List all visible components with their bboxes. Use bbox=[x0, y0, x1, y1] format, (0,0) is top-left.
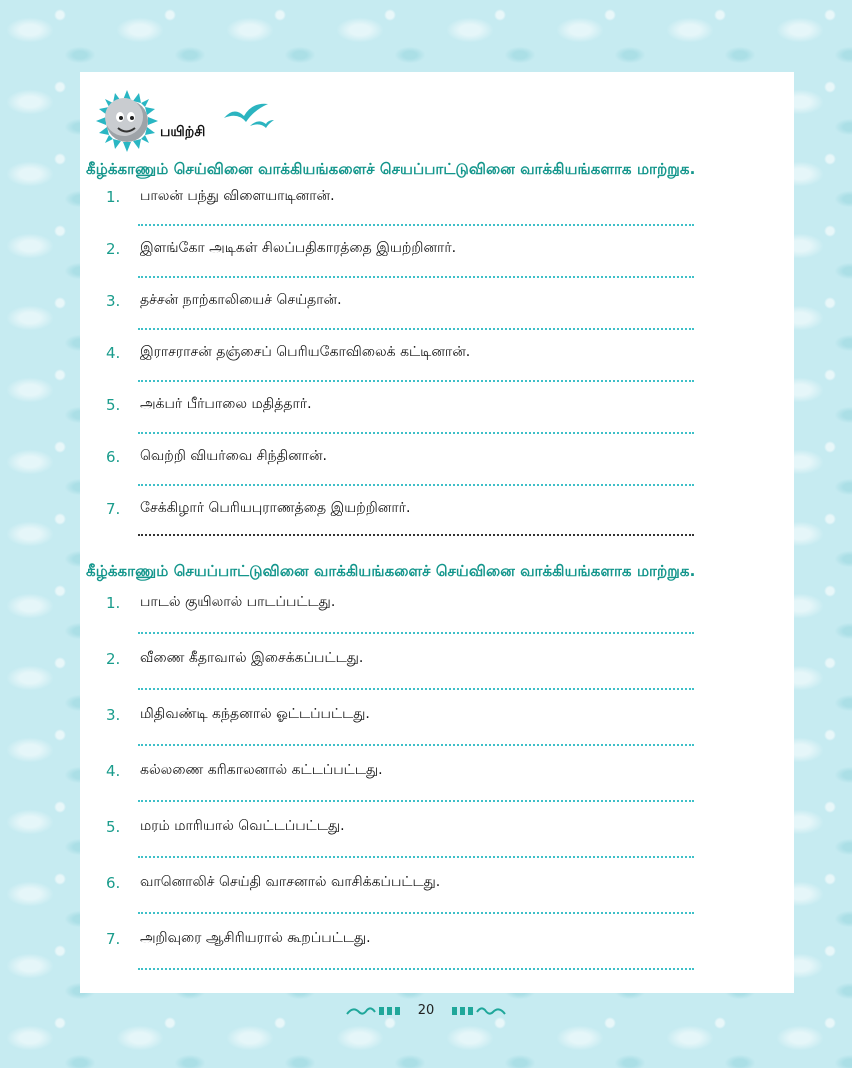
list-item bbox=[0, 706, 852, 756]
answer-line[interactable] bbox=[138, 688, 694, 690]
answer-line[interactable] bbox=[138, 432, 694, 434]
page-footer bbox=[0, 1000, 852, 1022]
item-sentence: சேக்கிழார் பெரியபுராணத்தை இயற்றினார். bbox=[140, 500, 411, 516]
list-item bbox=[0, 240, 852, 290]
item-number: 1. bbox=[106, 188, 121, 206]
item-number: 5. bbox=[106, 396, 121, 414]
answer-line[interactable] bbox=[138, 224, 694, 226]
item-number: 3. bbox=[106, 706, 121, 724]
page-number: 20 bbox=[417, 1003, 435, 1018]
exercise-label: பயிற்சி bbox=[160, 124, 206, 140]
answer-line[interactable] bbox=[138, 912, 694, 914]
answer-line[interactable] bbox=[138, 380, 694, 382]
item-number: 2. bbox=[106, 240, 121, 258]
birds-icon bbox=[222, 100, 274, 130]
list-item bbox=[0, 500, 852, 550]
item-number: 2. bbox=[106, 650, 121, 668]
answer-line[interactable] bbox=[138, 856, 694, 858]
item-sentence: இராசராசன் தஞ்சைப் பெரியகோவிலைக் கட்டினான். bbox=[140, 344, 471, 360]
list-item bbox=[0, 874, 852, 924]
answer-line[interactable] bbox=[138, 276, 694, 278]
answer-line[interactable] bbox=[138, 744, 694, 746]
answer-line[interactable] bbox=[138, 534, 694, 536]
item-sentence: வெற்றி வியர்வை சிந்தினான். bbox=[140, 448, 327, 464]
answer-line[interactable] bbox=[138, 632, 694, 634]
list-item bbox=[0, 818, 852, 868]
answer-line[interactable] bbox=[138, 800, 694, 802]
item-sentence: இளங்கோ அடிகள் சிலப்பதிகாரத்தை இயற்றினார். bbox=[140, 240, 457, 256]
item-number: 1. bbox=[106, 594, 121, 612]
item-sentence: மிதிவண்டி கந்தனால் ஓட்டப்பட்டது. bbox=[140, 706, 370, 722]
list-item bbox=[0, 650, 852, 700]
answer-line[interactable] bbox=[138, 484, 694, 486]
smiling-sun-icon bbox=[96, 90, 158, 152]
list-item bbox=[0, 292, 852, 342]
item-sentence: அக்பர் பீர்பாலை மதித்தார். bbox=[140, 396, 312, 412]
item-sentence: மரம் மாரியால் வெட்டப்பட்டது. bbox=[140, 818, 345, 834]
section2-instruction: கீழ்க்காணும் செயப்பாட்டுவினை வாக்கியங்களைச் செய்வினை வாக்கியங்களாக மாற்றுக. bbox=[86, 562, 696, 580]
left-ornament-icon bbox=[345, 1004, 405, 1018]
item-number: 4. bbox=[106, 762, 121, 780]
right-ornament-icon bbox=[447, 1004, 507, 1018]
item-sentence: அறிவுரை ஆசிரியரால் கூறப்பட்டது. bbox=[140, 930, 371, 946]
list-item bbox=[0, 344, 852, 394]
item-number: 7. bbox=[106, 500, 121, 518]
item-sentence: பாலன் பந்து விளையாடினான். bbox=[140, 188, 335, 204]
answer-line[interactable] bbox=[138, 968, 694, 970]
item-sentence: கல்லணை கரிகாலனால் கட்டப்பட்டது. bbox=[140, 762, 383, 778]
list-item bbox=[0, 188, 852, 238]
list-item bbox=[0, 448, 852, 498]
section1-instruction: கீழ்க்காணும் செய்வினை வாக்கியங்களைச் செயப்பாட்டுவினை வாக்கியங்களாக மாற்றுக. bbox=[86, 160, 696, 178]
list-item bbox=[0, 762, 852, 812]
list-item bbox=[0, 594, 852, 644]
item-sentence: பாடல் குயிலால் பாடப்பட்டது. bbox=[140, 594, 336, 610]
item-number: 3. bbox=[106, 292, 121, 310]
item-sentence: வீணை கீதாவால் இசைக்கப்பட்டது. bbox=[140, 650, 364, 666]
item-sentence: தச்சன் நாற்காலியைச் செய்தான். bbox=[140, 292, 342, 308]
list-item bbox=[0, 930, 852, 980]
item-number: 7. bbox=[106, 930, 121, 948]
item-number: 4. bbox=[106, 344, 121, 362]
item-sentence: வானொலிச் செய்தி வாசனால் வாசிக்கப்பட்டது. bbox=[140, 874, 441, 890]
item-number: 6. bbox=[106, 874, 121, 892]
item-number: 6. bbox=[106, 448, 121, 466]
answer-line[interactable] bbox=[138, 328, 694, 330]
list-item bbox=[0, 396, 852, 446]
item-number: 5. bbox=[106, 818, 121, 836]
